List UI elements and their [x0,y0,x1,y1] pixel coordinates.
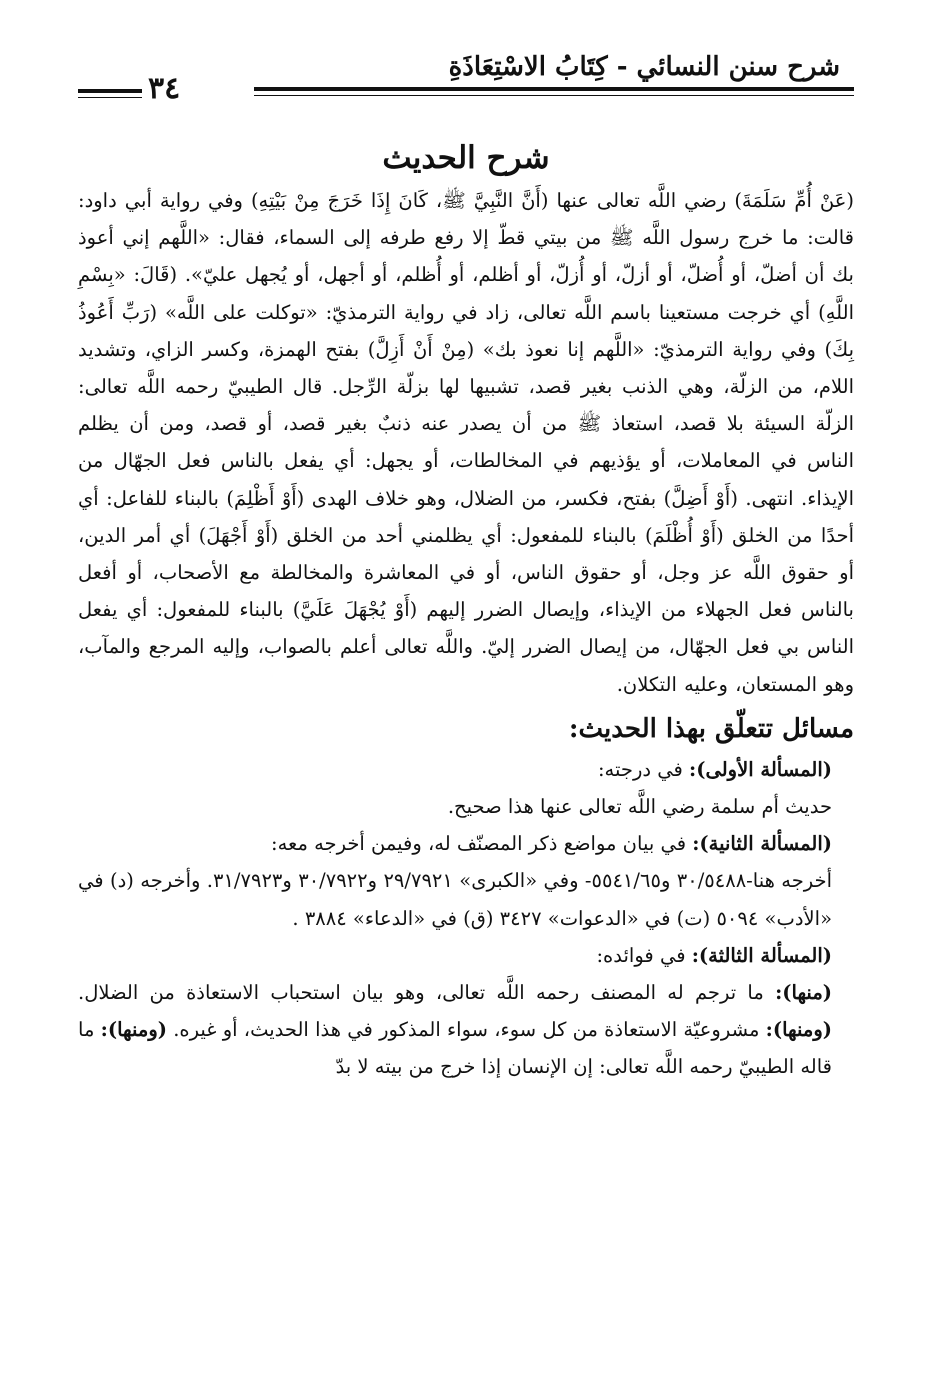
commentary-paragraph: (عَنْ أُمِّ سَلَمَةَ) رضي اللَّه تعالى عنها (أَنَّ النَّبِيَّ ﷺ، كَانَ إِذَا خَرَجَ مِنْ بَيْتِهِ) وفي رواية أبي داود: قالت: ما خرج رسول اللَّه ﷺ من بيتي قطّ إلا رفع طرفه إلى السماء، فقال: «اللَّهم إني أعوذ بك أن أضلّ، أو أُضلّ، أو أزلّ، أو أُزلّ، أو أظلم، أو أُظلم، أو أجهل، أو يُجهل عليّ». (قَالَ: «بِسْمِ اللَّهِ) أي خرجت مستعينا باسم اللَّه تعالى، زاد في رواية الترمذيّ: «توكلت على اللَّه» (رَبِّ أَعُوذُ بِكَ) وفي رواية الترمذيّ: «اللَّهم إنا نعوذ بك» (مِنْ أَنْ أَزِلَّ) بفتح الهمزة، وكسر الزاي، وتشديد اللام، من الزلّة، وهي الذنب بغير قصد، تشبيها لها بزلّة الرِّجل. قال الطيبيّ رحمه اللَّه تعالى: الزلّة السيئة بلا قصد، استعاذ ﷺ من أن يصدر عنه ذنبٌ بغير قصد، أو قصد، ومن أن يظلم الناس في المعاملات، أو يؤذيهم في المخالطات، أو يجهل: أي يفعل بالناس فعل الجهّال من الإيذاء. انتهى. (أَوْ أَضِلَّ) بفتح، فكسر، من الضلال، وهو خلاف الهدى (أَوْ أَظْلِمَ) بالبناء للفاعل: أي أحدًا من الخلق (أَوْ أُظْلَمَ) بالبناء للمفعول: أي يظلمني أحد من الخلق (أَوْ أَجْهَلَ) أي أمر الدين، أو حقوق اللَّه عز وجل، أو حقوق الناس، أو في المعاشرة والمخالطة مع الأصحاب، أو أفعل بالناس فعل الجهلاء من الإيذاء، وإيصال الضرر إليهم (أَوْ يُجْهَلَ عَلَيَّ) بالبناء للمفعول: أي يفعل الناس بي فعل الجهّال، من إيصال الضرر إليّ. واللَّه تعالى أعلم بالصواب، وإليه المرجع والمآب، وهو المستعان، وعليه التكلان. [78,189,854,696]
running-header [78,50,854,106]
issue-2-title: في بيان مواضع ذكر المصنّف له، وفيمن أخرجه معه: [271,832,693,856]
benefit-2-label: (ومنها): [765,1018,832,1042]
issue-1 [78,751,854,788]
issue-3-label: (المسألة الثالثة): [691,943,832,967]
issue-2 [78,825,854,862]
header-rule-thick [254,87,854,91]
issue-3 [78,937,854,974]
page-number-rule-thin [78,97,142,98]
benefit-3-label: (ومنها): [100,1018,167,1042]
issue-2-label: (المسألة الثانية): [692,832,832,856]
section-heading: شرح الحديث [382,140,550,176]
issue-3-title: في فوائده: [596,943,692,967]
issue-2-body: أخرجه هنا-٣٠/٥٤٨٨ و٥٥٤١/٦٥- وفي «الكبرى» ٢٩/٧٩٢١ و٣٠/٧٩٢٢ و٣١/٧٩٢٣. وأخرجه (د) في «الأدب» ٥٠٩٤ (ت) في «الدعوات» ٣٤٢٧ (ق) في «الدعاء» ٣٨٨٤ . [78,869,832,930]
header-rule-thin [254,95,854,96]
issue-1-title: في درجته: [597,757,690,781]
benefit-1-label: (منها): [775,981,832,1005]
page-number: ٣٤ [148,71,181,106]
running-title: شرح سنن النسائي - كِتَابُ الاسْتِعَاذَةِ [448,52,840,82]
page-number-rule-thick [78,89,142,93]
benefit-3-text: ما قاله الطيبيّ رحمه اللَّه تعالى: إن الإنسان إذا خرج من بيته لا بدّ [78,1018,832,1079]
book-page [78,50,854,1350]
issue-1-body: حديث أم سلمة رضي اللَّه تعالى عنها هذا صحيح. [447,795,832,819]
issue-1-label: (المسألة الأولى): [689,757,832,781]
benefit-2-text: مشروعيّة الاستعاذة من كل سوء، سواء المذكور في هذا الحديث، أو غيره. [166,1018,766,1042]
benefits-paragraph [78,974,854,1086]
benefit-1-text: ما ترجم له المصنف رحمه اللَّه تعالى، وهو بيان استحباب الاستعاذة من الضلال. [78,981,776,1005]
issues-heading: مسائل تتعلّق بهذا الحديث: [568,713,854,744]
